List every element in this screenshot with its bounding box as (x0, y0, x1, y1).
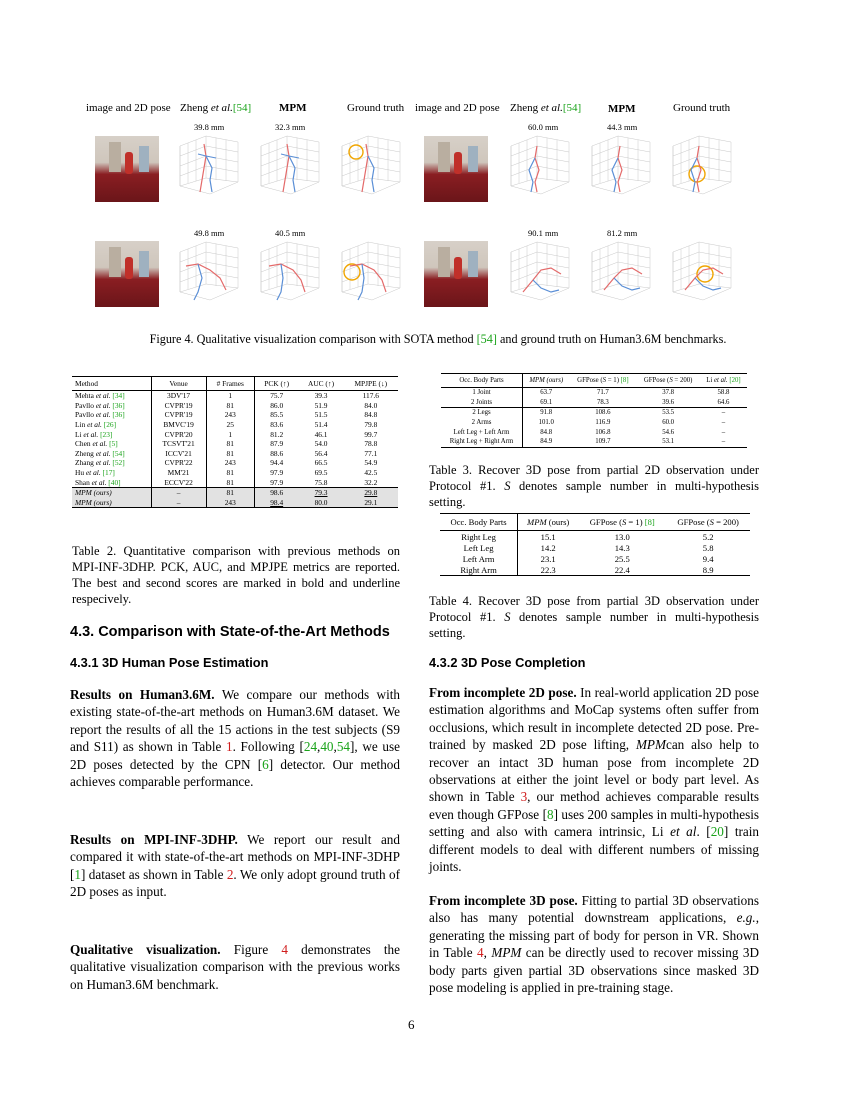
table-row (440, 564, 750, 576)
column-header: Occ. Body Parts (459, 377, 504, 384)
table-cell: 64.6 (717, 398, 730, 406)
table-cell: – (721, 428, 726, 436)
table-cell: 3DV'17 (151, 391, 206, 401)
column-header: GFPose (S = 200) (677, 517, 739, 527)
column-header: AUC (↑) (307, 379, 335, 388)
column-header: GFPose (S = 200) (643, 377, 693, 384)
table-row (72, 449, 398, 459)
table-cell: 54.6 (662, 428, 675, 436)
table-cell: – (151, 498, 206, 508)
column-header: Method (75, 379, 98, 388)
table-cell: CVPR'19 (151, 401, 206, 411)
error-label: 40.5 mm (275, 228, 306, 238)
table-cell: ECCV'22 (151, 477, 206, 487)
table-cell: Left Arm (462, 553, 495, 564)
table-cell: 1 (206, 391, 254, 401)
subsection-title: 4.3.1 3D Human Pose Estimation (70, 655, 269, 670)
table-cell: 53.1 (662, 438, 675, 446)
pose-plot (507, 134, 573, 200)
table-cell: 39.6 (662, 398, 675, 406)
table-cell: 25.5 (614, 553, 630, 564)
table-3 (441, 373, 747, 448)
figure-4-caption: Figure 4. Qualitative visualization comparison with SOTA method [54] and ground truth on Human3.6M benchmarks. (149, 332, 727, 346)
table-row (441, 418, 747, 428)
table-cell: Left Leg (463, 542, 494, 553)
table-cell: 69.5 (314, 468, 328, 478)
input-image (424, 136, 488, 202)
input-image (95, 241, 159, 307)
table-row (72, 391, 398, 401)
column-header: GFPose (S = 1) [8] (589, 517, 655, 527)
column-header: Occ. Body Parts (450, 517, 507, 527)
table-row (72, 401, 398, 411)
table-cell: 53.5 (662, 409, 675, 417)
error-label: 60.0 mm (528, 122, 559, 132)
table-cell: 54.0 (314, 439, 328, 449)
table-cell: 5.2 (702, 531, 714, 542)
table-cell: 97.9 (254, 477, 298, 487)
table-cell: 71.7 (596, 389, 609, 397)
table-cell: ICCV'21 (151, 449, 206, 459)
fig4-header-gt-right: Ground truth (673, 102, 731, 114)
table-cell: 42.5 (364, 468, 378, 478)
table-cell: 51.9 (314, 400, 328, 410)
table-cell: Pavllo et al. [36] (75, 410, 125, 420)
table-row (72, 429, 398, 439)
table-cell: 86.0 (254, 401, 298, 411)
table-cell: 2 Arms (471, 419, 492, 427)
table-cell: Right Leg + Right Arm (449, 438, 514, 446)
table-2-caption: Table 2. Quantitative comparison with previous methods on MPI-INF-3DHP. PCK, AUC, and MPJPE metrics are reported. The best and second scores are marked in bold and underline respecively. (72, 544, 400, 606)
table-cell: 83.6 (254, 420, 298, 430)
table-row (72, 439, 398, 449)
fig4-header-mpm-right: MPM (608, 103, 636, 115)
table-cell: BMVC'19 (151, 420, 206, 430)
table-row (441, 427, 747, 437)
pose-plot (176, 240, 242, 306)
table-cell: 63.7 (523, 388, 570, 398)
table-cell: 14.2 (518, 542, 579, 553)
table-row (72, 468, 398, 478)
fig4-header-image-left: image and 2D pose (86, 102, 171, 114)
table-cell: CVPR'20 (151, 429, 206, 439)
column-header: GFPose (S = 1) [8] (577, 377, 629, 384)
table-cell: 106.8 (595, 428, 611, 436)
table-cell: Zheng et al. [54] (75, 448, 125, 458)
table-2 (72, 376, 398, 508)
table-cell: 87.9 (254, 439, 298, 449)
pose-plot (669, 240, 735, 306)
table-cell: 116.9 (595, 419, 611, 427)
error-label: 44.3 mm (607, 122, 638, 132)
table-cell: 46.1 (314, 429, 328, 439)
table-cell: 81 (206, 477, 254, 487)
table-cell: 14.3 (614, 542, 630, 553)
error-label: 39.8 mm (194, 122, 225, 132)
subsection-title: 4.3.2 3D Pose Completion (429, 655, 586, 670)
table-cell: 109.7 (595, 438, 611, 446)
table-cell: 78.8 (364, 439, 378, 449)
paragraph-mpi-inf-3dhp: Results on MPI-INF-3DHP. We report our result and compared it with state-of-the-art methods on MPI-INF-3DHP [1] dataset as shown in Table 2. We only adopt ground truth of 2D poses as input. (70, 832, 400, 900)
table-4 (440, 513, 750, 576)
column-header: MPM (ours) (518, 514, 579, 531)
table-cell: – (721, 409, 726, 417)
table-cell: MPM (ours) (72, 498, 151, 508)
table-cell: 81 (206, 439, 254, 449)
table-cell: 99.7 (364, 429, 378, 439)
table-cell: – (721, 419, 726, 427)
table-cell: 108.6 (595, 409, 611, 417)
table-cell: 117.6 (362, 391, 379, 401)
table-cell: 84.8 (364, 410, 378, 420)
table-3-caption: Table 3. Recover 3D pose from partial 2D observation under Protocol #1. S denotes sample number in multi-hypothesis setting. (429, 463, 760, 509)
table-cell: Mehta et al. [34] (75, 391, 125, 401)
table-cell: 13.0 (614, 531, 630, 542)
table-cell: 56.4 (314, 448, 328, 458)
table-cell: 66.5 (314, 458, 328, 468)
column-header: MPM (ours) (523, 374, 570, 388)
table-cell: 80.0 (298, 498, 343, 508)
table-cell: Shan et al. [40] (75, 477, 121, 487)
table-cell: 79.3 (298, 487, 343, 497)
table-cell: 29.8 (344, 487, 398, 497)
table-cell: 97.9 (254, 468, 298, 478)
pose-plot (176, 134, 242, 200)
table-cell: 32.2 (364, 477, 378, 487)
table-cell: 51.5 (314, 410, 328, 420)
table-cell: 22.4 (614, 564, 630, 575)
table-cell: Right Arm (460, 564, 497, 575)
table-cell: 81.2 (254, 429, 298, 439)
fig4-header-gt-left: Ground truth (347, 102, 405, 114)
pose-plot (669, 134, 735, 200)
table-row (441, 408, 747, 418)
table-row (441, 398, 747, 408)
table-cell: 9.4 (702, 553, 714, 564)
table-cell: 75.7 (254, 391, 298, 401)
paragraph-qualitative: Qualitative visualization. Figure 4 demonstrates the qualitative visualization comparison with the previous works on Human3.6M benchmark. (70, 942, 401, 992)
pose-plot (338, 240, 404, 306)
pose-plot (257, 134, 323, 200)
column-header: Li et al. [20] (706, 377, 741, 384)
fig4-header-zheng-right: Zheng et al.[54] (510, 102, 582, 114)
table-cell: 1 Joint (472, 389, 491, 397)
table-cell: 243 (206, 458, 254, 468)
table-cell: 51.4 (314, 420, 328, 430)
table-cell: 39.3 (314, 391, 328, 401)
table-cell: – (721, 438, 726, 446)
table-cell: 77.1 (364, 448, 378, 458)
table-row (72, 420, 398, 430)
table-row (440, 542, 750, 553)
table-cell: 81 (206, 401, 254, 411)
table-cell: MPM (ours) (72, 487, 151, 497)
pose-plot (257, 240, 323, 306)
table-cell: Right Leg (461, 531, 496, 542)
table-cell: Lin et al. [26] (75, 420, 117, 430)
table-cell: 84.0 (364, 400, 378, 410)
error-label: 81.2 mm (607, 228, 638, 238)
fig4-header-image-right: image and 2D pose (415, 102, 500, 114)
column-header: Venue (151, 377, 206, 391)
table-cell: 98.6 (254, 487, 298, 497)
table-row (72, 477, 398, 487)
table-row (441, 388, 747, 398)
table-cell: 79.8 (364, 420, 378, 430)
error-label: 90.1 mm (528, 228, 559, 238)
table-row (72, 458, 398, 468)
pose-plot (588, 240, 654, 306)
table-row (440, 553, 750, 564)
pose-plot (338, 134, 404, 200)
table-cell: Hu et al. [17] (75, 468, 115, 478)
table-cell: TCSVT'21 (151, 439, 206, 449)
table-cell: CVPR'19 (151, 410, 206, 420)
error-label: 32.3 mm (275, 122, 306, 132)
table-cell: 81 (206, 487, 254, 497)
table-cell: 243 (206, 410, 254, 420)
column-header: PCK (↑) (254, 377, 298, 391)
paragraph-incomplete-2d: From incomplete 2D pose. In real-world application 2D pose estimation algorithms and MoCap systems often suffer from occlusions, which result in incomplete detected 2D pose. Pre-trained by masked 2D pose lifting, MPMcan also help to recover an intact 3D human pose from incomplete 2D observations at either the joint level or body part level. As shown in Table 3, our method achieves comparable results even though GFPose [8] uses 200 samples in multi-hypothesis setting and also with camera intrinsic, Li et al. [20] train different models to deal with different numbers of missing joints. (429, 685, 759, 875)
input-image (424, 241, 488, 307)
table-cell: 84.8 (523, 427, 570, 437)
table-cell: 29.1 (344, 498, 398, 508)
section-title: 4.3. Comparison with State-of-the-Art Methods (70, 624, 390, 640)
table-row (441, 437, 747, 447)
table-row (72, 410, 398, 420)
table-cell: 2 Joints (471, 398, 492, 406)
table-row (72, 498, 398, 508)
table-cell: 85.5 (254, 410, 298, 420)
column-header: MPJPE (↓) (354, 379, 388, 388)
pose-plot (507, 240, 573, 306)
table-cell: 60.0 (662, 419, 675, 427)
table-cell: Zhang et al. [52] (75, 458, 125, 468)
table-cell: 94.4 (254, 458, 298, 468)
table-cell: 22.3 (518, 564, 579, 576)
table-cell: Pavllo et al. [36] (75, 400, 125, 410)
table-cell: Li et al. [23] (75, 429, 113, 439)
paragraph-human36m: Results on Human3.6M. We compare our methods with existing state-of-the-art methods on Human3.6M dataset. We report the results of all the 15 actions in the test subjects (S9 and S11) as shown in Table 1. Following [24,40,54], we use 2D poses detected by the CPN [6] detector. Our method achieves comparable performance. (70, 687, 400, 790)
table-cell: 88.6 (254, 449, 298, 459)
table-row (440, 531, 750, 543)
table-cell: 15.1 (518, 531, 579, 543)
table-cell: Chen et al. [5] (75, 439, 118, 449)
table-cell: 54.9 (364, 458, 378, 468)
table-4-caption: Table 4. Recover 3D pose from partial 3D observation under Protocol #1. S denotes sample number in multi-hypothesis setting. (429, 594, 760, 640)
table-cell: 37.8 (662, 389, 675, 397)
table-cell: 23.1 (518, 553, 579, 564)
table-cell: 78.3 (596, 398, 609, 406)
fig4-header-zheng-left: Zheng et al.[54] (180, 102, 252, 114)
table-cell: 91.8 (523, 408, 570, 418)
table-row (72, 487, 398, 497)
table-cell: MM'21 (151, 468, 206, 478)
column-header: # Frames (206, 377, 254, 391)
table-cell: 1 (206, 429, 254, 439)
table-cell: 2 Legs (472, 409, 491, 417)
table-cell: 75.8 (314, 477, 328, 487)
error-label: 49.8 mm (194, 228, 225, 238)
table-cell: 8.9 (702, 564, 714, 575)
table-cell: 81 (206, 468, 254, 478)
table-cell: 84.9 (523, 437, 570, 447)
table-cell: 101.0 (523, 418, 570, 428)
pose-plot (588, 134, 654, 200)
input-image (95, 136, 159, 202)
table-cell: – (151, 487, 206, 497)
table-cell: 243 (206, 498, 254, 508)
table-cell: Left Leg + Left Arm (453, 428, 510, 436)
table-cell: CVPR'22 (151, 458, 206, 468)
table-cell: 5.8 (702, 542, 714, 553)
table-cell: 69.1 (523, 398, 570, 408)
table-cell: 98.4 (254, 498, 298, 508)
table-cell: 81 (206, 449, 254, 459)
table-cell: 58.8 (717, 389, 730, 397)
page-number: 6 (408, 1017, 415, 1032)
paragraph-incomplete-3d: From incomplete 3D pose. Fitting to partial 3D observations also has many potential downstream applications, e.g., generating the missing part of body for person in VR. Shown in Table 4, MPM can be directly used to recover missing 3D body parts given partial 3D observations since masked 3D pose modeling is applied in pre-training stage. (429, 893, 759, 996)
table-cell: 25 (206, 420, 254, 430)
fig4-header-mpm-left: MPM (279, 102, 307, 114)
